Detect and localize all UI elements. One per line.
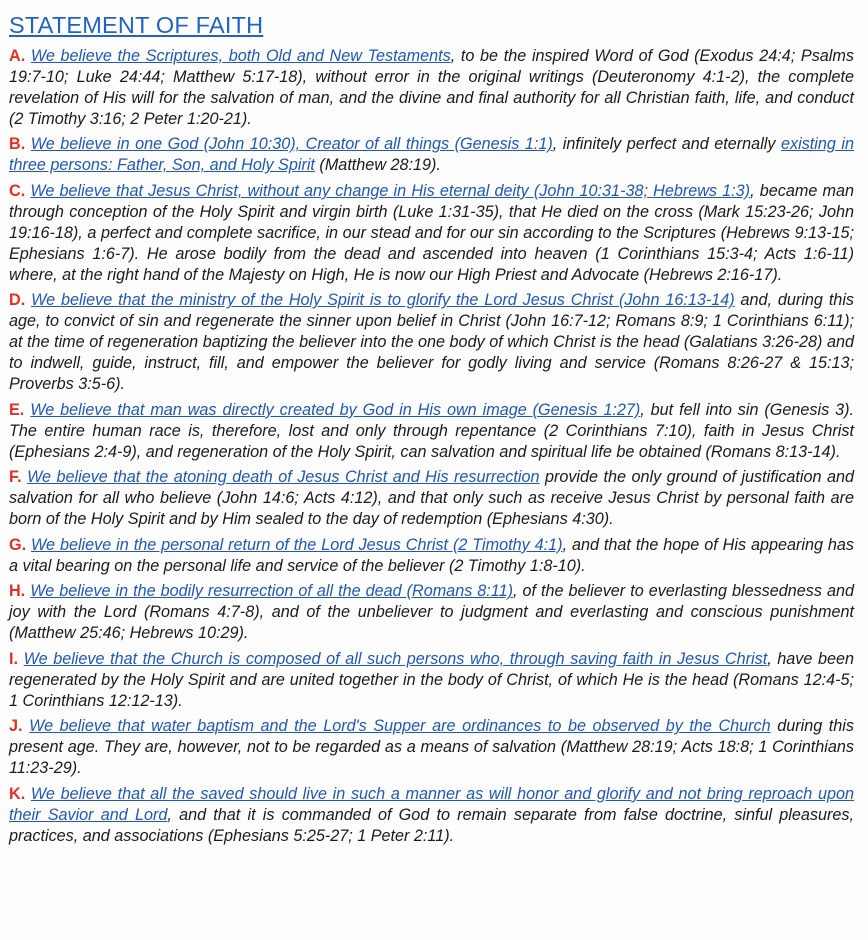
article-text: , and that it is commanded of God to remain separate from false doctrine, sinful pleasures, practices, and associations (Ephesians 5:25-27; 1 Peter 2:11). — [9, 805, 854, 845]
article-list — [9, 46, 854, 847]
article-text: during this present age. They are, however, not to be regarded as a means of salvation (Matthew 28:19; Acts 18:8; 1 Corinthians 11:23-29). — [9, 717, 854, 778]
article-text: , but fell into sin (Genesis 3). The entire human race is, therefore, lost and only through repentance (2 Corinthians 7:10), faith in Jesus Christ (Ephesians 2:4-9), and regeneration of the Holy Spirit, can salvation and spiritual life be obtained (Romans 8:13-14). — [9, 400, 854, 461]
article-letter: D. — [9, 291, 26, 310]
article-letter: E. — [9, 400, 25, 419]
article-h — [9, 581, 854, 644]
doctrine-statement: We believe that the ministry of the Holy Spirit is to glorify the Lord Jesus Christ (John 16:13-14) — [31, 291, 735, 310]
article-text: , to be the inspired Word of God (Exodus 24:4; Psalms 19:7-10; Luke 24:44; Matthew 5:17-18), without error in the original writings (Deuteronomy 4:1-2), the complete revelation of His will for the salvation of man, and the divine and final authority for all Christian faith, life, and conduct (2 Timothy 3:16; 2 Peter 1:20-21). — [9, 47, 854, 128]
article-letter: J. — [9, 717, 23, 736]
doctrine-statement: We believe the Scriptures, both Old and New Testaments — [30, 47, 451, 65]
article-a — [9, 46, 854, 130]
article-text: and, during this age, to convict of sin and regenerate the sinner upon belief in Christ (John 16:7-12; Romans 8:9; 1 Corinthians 6:11); at the time of regeneration baptizing the believer into the one body of which Christ is the head (Galatians 3:26-28) and to indwell, guide, instruct, fill, and empower the believer for godly living and service (Romans 8:26-27 & 15:13; Proverbs 3:5-6). — [9, 291, 855, 393]
article-letter: I. — [9, 649, 18, 668]
page-title: STATEMENT OF FAITH — [9, 12, 264, 38]
article-text: provide the only ground of justification and salvation for all who believe (John 14:6; Acts 4:12), and that only such as receive Jesus Christ by personal faith are born of the Holy Spirit and by Him sealed to the day of redemption (Ephesians 4:30). — [9, 468, 855, 529]
doctrine-statement: existing in three persons: Father, Son, and Holy Spirit — [9, 135, 854, 175]
article-text: , of the believer to everlasting blessedness and joy with the Lord (Romans 4:7-8), and of the unbeliever to judgment and everlasting and conscious punishment (Matthew 25:46; Hebrews 10:29). — [9, 582, 854, 643]
doctrine-statement: We believe that the Church is composed of all such persons who, through saving faith in Jesus Christ — [23, 649, 768, 668]
article-k — [9, 784, 854, 847]
article-c — [9, 181, 854, 286]
doctrine-statement: We believe in the bodily resurrection of all the dead (Romans 8:11) — [30, 582, 513, 601]
doctrine-statement: We believe that man was directly created by God in His own image (Genesis 1:27) — [30, 400, 641, 419]
article-letter: C. — [9, 182, 26, 201]
doctrine-statement: We believe that the atoning death of Jesus Christ and His resurrection — [27, 468, 540, 487]
article-i — [9, 649, 854, 712]
doctrine-statement: We believe that water baptism and the Lord's Supper are ordinances to be observed by the Church — [29, 717, 771, 736]
article-letter: B. — [9, 135, 26, 154]
article-letter: F. — [9, 468, 22, 487]
article-letter: A. — [9, 47, 26, 65]
article-g — [9, 535, 854, 577]
article-letter: H. — [9, 582, 26, 601]
article-letter: K. — [9, 784, 26, 803]
article-text: (Matthew 28:19). — [314, 156, 441, 175]
article-d — [9, 290, 854, 395]
article-text: , became man through conception of the Holy Spirit and virgin birth (Luke 1:31-35), that He died on the cross (Mark 15:23-26; John 19:16-18), a perfect and complete sacrifice, in our stead and for our sin according to the Scriptures (Hebrews 9:13-15; Ephesians 1:6-7). He arose bodily from the dead and ascended into heaven (1 Corinthians 15:3-4; Acts 1:6-11) where, at the right hand of the Majesty on High, He is now our High Priest and Advocate (Hebrews 2:16-17). — [9, 182, 854, 284]
doctrine-statement: We believe in the personal return of the Lord Jesus Christ (2 Timothy 4:1) — [31, 535, 563, 554]
article-f — [9, 467, 854, 530]
article-text: , have been regenerated by the Holy Spirit and are united together in the body of Christ, of which He is the head (Romans 12:4-5; 1 Corinthians 12:12-13). — [9, 649, 855, 710]
article-e — [9, 400, 854, 463]
article-letter: G. — [9, 535, 27, 554]
article-text: , infinitely perfect and eternally — [552, 135, 781, 154]
doctrine-statement: We believe that all the saved should live in such a manner as will honor and glorify and not bring reproach upon their Savior and Lord — [9, 784, 854, 824]
doctrine-statement: We believe that Jesus Christ, without any change in His eternal deity (John 10:31-38; Hebrews 1:3) — [30, 182, 751, 201]
article-j — [9, 716, 854, 779]
article-b — [9, 134, 854, 176]
doctrine-statement: We believe in one God (John 10:30), Creator of all things (Genesis 1:1) — [30, 135, 553, 154]
article-text: , and that the hope of His appearing has a vital bearing on the personal life and service of the believer (2 Timothy 1:8-10). — [9, 535, 855, 575]
